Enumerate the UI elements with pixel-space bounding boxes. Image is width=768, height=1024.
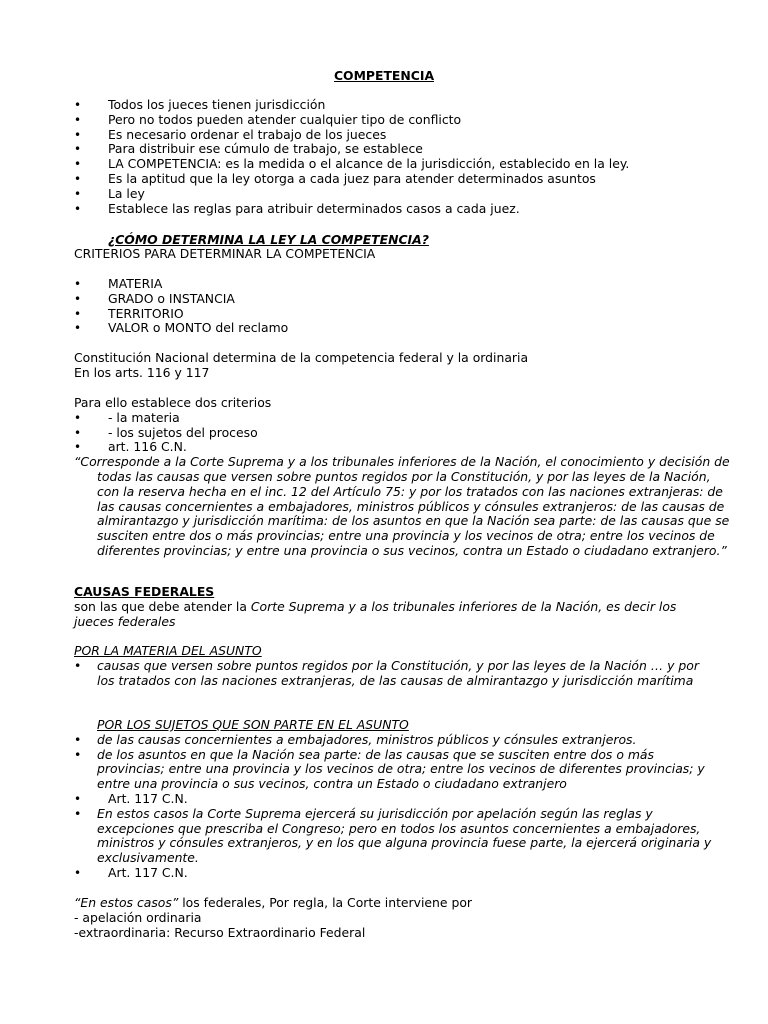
federal-heading: CAUSAS FEDERALES <box>74 584 215 599</box>
list-item: • art. 116 C.N. <box>74 440 714 455</box>
sujetos-heading: POR LOS SUJETOS QUE SON PARTE EN EL ASUNTO <box>97 717 409 732</box>
list-item: • GRADO o INSTANCIA <box>74 292 714 307</box>
list-item: • Es la aptitud que la ley otorga a cada juez para atender determinados asuntos <box>74 172 714 187</box>
cn-paragraph <box>74 351 714 381</box>
list-item: • TERRITORIO <box>74 307 714 322</box>
closing-quote-italic: “En estos casos” <box>74 895 179 910</box>
art117-label-2: • Art. 117 C.N. <box>74 866 714 881</box>
federal-definition-plain: son las que debe atender la <box>74 598 251 614</box>
federal-section <box>74 585 714 629</box>
sujetos-section <box>74 718 714 881</box>
intro-bullet-list <box>74 98 714 216</box>
list-item: • LA COMPETENCIA: es la medida o el alcance de la jurisdicción, establecido en la ley. <box>74 157 714 172</box>
materia-section <box>74 644 714 688</box>
closing-quote-plain: los federales, Por regla, la Corte interviene por <box>178 895 473 910</box>
criteria-bullet-list <box>74 277 714 336</box>
cn-line-2: En los arts. 116 y 117 <box>74 364 210 380</box>
federal-definition <box>74 600 714 630</box>
list-item: • MATERIA <box>74 277 714 292</box>
closing-quote <box>74 896 714 911</box>
sujetos-bullet-2: • de los asuntos en que la Nación sea parte: de las causas que se susciten entre dos o más provincias; entre una provincia y los vecinos de otra; entre los vecinos de diferentes provincias; y entre una provincia o sus vecinos, contra un Estado o ciudadano extranjero <box>74 748 714 792</box>
list-item: • La ley <box>74 187 714 202</box>
closing-section <box>74 896 714 940</box>
materia-bullet: • causas que versen sobre puntos regidos por la Constitución, y por las leyes de la Nación … y por los tratados con las naciones extranjeras, de las causas de almirantazgo y jurisdicción marítima <box>74 659 714 689</box>
closing-line-2: -extraordinaria: Recurso Extraordinario Federal <box>74 924 366 940</box>
closing-line-1: - apelación ordinaria <box>74 909 202 925</box>
art117-text: • En estos casos la Corte Suprema ejercerá su jurisdicción por apelación según las reglas y excepciones que prescriba el Congreso; pero en todos los asuntos concernientes a embajadores, ministros y cónsules extranjeros, y en los que alguna provincia fuese parte, la ejercerá originaria y exclusivamente. <box>74 807 714 866</box>
list-item: • - la materia <box>74 411 714 426</box>
federal-definition-italic: Corte Suprema y a los tribunales inferiores de la Nación, es decir los jueces federales <box>74 598 677 629</box>
list-item: • Pero no todos pueden atender cualquier tipo de conflicto <box>74 113 714 128</box>
list-item: • VALOR o MONTO del reclamo <box>74 321 714 336</box>
document-title: COMPETENCIA <box>333 68 435 83</box>
criteria-heading: CRITERIOS PARA DETERMINAR LA COMPETENCIA <box>74 246 376 261</box>
two-criteria-intro: Para ello establece dos criterios <box>74 395 272 410</box>
list-item: • Establece las reglas para atribuir determinados casos a cada juez. <box>74 202 714 217</box>
list-item: • Es necesario ordenar el trabajo de los jueces <box>74 128 714 143</box>
materia-heading: POR LA MATERIA DEL ASUNTO <box>74 643 262 658</box>
list-item: • Para distribuir ese cúmulo de trabajo, se establece <box>74 142 714 157</box>
cn-line-1: Constitución Nacional determina de la competencia federal y la ordinaria <box>74 350 529 365</box>
two-criteria-section <box>74 395 730 559</box>
list-item: • - los sujetos del proceso <box>74 426 714 441</box>
how-heading-text: ¿CÓMO DETERMINA LA LEY LA COMPETENCIA? <box>108 232 429 247</box>
art117-label-1: • Art. 117 C.N. <box>74 792 714 807</box>
art116-quote: “Corresponde a la Corte Suprema y a los tribunales inferiores de la Nación, el conocimiento y decisión de todas las causas que versen sobre puntos regidos por la Constitución, y por las leyes de la Nación, con la reserva hecha en el inc. 12 del Artículo 75: y por los tratados con las naciones extranjeras: de las causas concernientes a embajadores, ministros públicos y cónsules extranjeros: de las causas de almirantazgo y jurisdicción marítima: de los asuntos en que la Nación sea parte: de las causas que se susciten entre dos o más provincias; entre una provincia y los vecinos de otra; entre los vecinos de diferentes provincias; y entre una provincia o sus vecinos, contra un Estado o ciudadano extranjero.” <box>74 454 730 558</box>
sujetos-bullet-1: • de las causas concernientes a embajadores, ministros públicos y cónsules extranjeros. <box>74 733 714 748</box>
list-item: • Todos los jueces tienen jurisdicción <box>74 98 714 113</box>
